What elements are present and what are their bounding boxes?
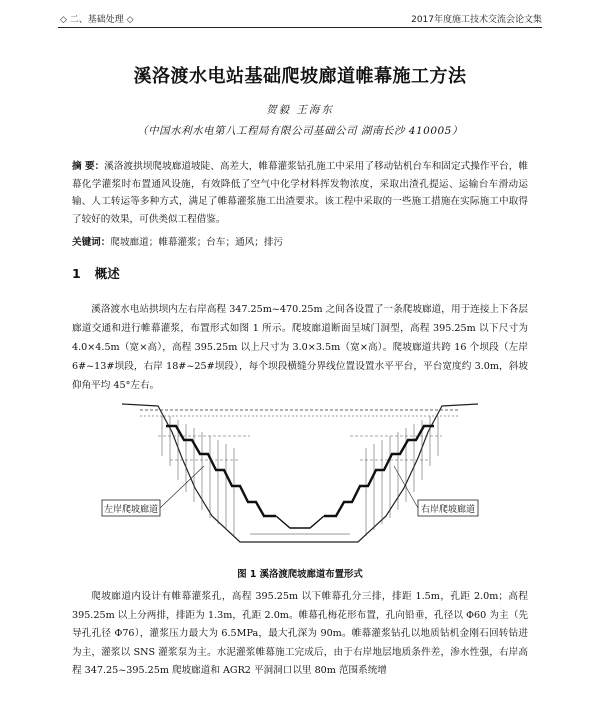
- paper-affiliation: （中国水利水电第八工程局有限公司基础公司 湖南长沙 410005）: [137, 125, 463, 137]
- keywords: [72, 234, 528, 251]
- body-paragraph-1: 溪洛渡水电站拱坝内左右岸高程 347.25m~470.25m 之间各设置了一条爬坡廊道，用于连接上下各层廊道交通和进行帷幕灌浆，布置形式如图 1 所示。爬坡廊道断面呈城门洞型，高程 395.25m 以下尺寸为 4.0×4.5m（宽×高），高程 395.25m 以上尺寸为 3.0×3.5m（宽×高）。爬坡廊道共跨 16 个坝段（左岸 6#~13#坝段，右岸 18#~25#坝段），每个坝段横缝分界线位置设置水平平台，平台宽度约 3.0m，斜坡仰角平均 45°左右。: [72, 304, 528, 391]
- body-paragraph-2: 爬坡廊道内设计有帷幕灌浆孔，高程 395.25m 以下帷幕孔分三排，排距 1.5m，孔距 2.0m；高程 395.25m 以上分两排，排距为 1.3m，孔距 2.0m。帷幕孔梅花形布置，孔向铅垂，孔径以 Φ60 为主（先导孔孔径 Φ76），灌浆压力最大为 6.5MPa，最大孔深为 90m。帷幕灌浆钻孔以地质钻机金刚石回转钻进为主，灌浆以 SNS 灌浆泵为主。水泥灌浆帷幕施工完成后，由于右岸地层地质条件差，渗水性强，右岸高程 347.25~395.25m 爬坡廊道和 AGR2 平洞洞口以里 80m 范围系统增: [72, 591, 528, 676]
- figure-caption: 图 1 溪洛渡爬坡廊道布置形式: [237, 569, 363, 580]
- running-header: [60, 10, 542, 26]
- abstract-label: 摘 要：: [72, 161, 105, 172]
- header-rule: [58, 27, 542, 28]
- left-gallery-line: [166, 426, 276, 516]
- keywords-label: 关键词：: [72, 237, 111, 248]
- paper-authors: 贺毅 王海东: [266, 104, 334, 116]
- keywords-text: 爬坡廊道；帷幕灌浆；台车；通风；排污: [110, 237, 284, 248]
- right-gallery-label: 右岸爬坡廊道: [420, 505, 476, 515]
- right-gallery-line: [324, 426, 434, 516]
- abstract: [72, 158, 528, 228]
- left-gallery-label: 左岸爬坡廊道: [103, 505, 159, 515]
- grout-hole-lines: [162, 416, 438, 536]
- section-number: 1: [72, 266, 81, 281]
- figure-gallery-layout: [100, 396, 500, 551]
- paper-title: 溪洛渡水电站基础爬坡廊道帷幕施工方法: [133, 66, 467, 87]
- section-heading: [72, 264, 120, 282]
- abstract-text: 溪洛渡拱坝爬坡廊道坡陡、高差大，帷幕灌浆钻孔施工中采用了移动钻机台车和固定式操作平台，帷幕化学灌浆时布置通风设施，有效降低了空气中化学材料挥发物浓度，采取出渣孔提运、运输台车滑动运输、人工转运等多种方式，满足了帷幕灌浆施工出渣要求。该工程中采取的一些施工措施在实际施工中取得了较好的效果，可供类似工程借鉴。: [72, 161, 529, 225]
- header-section-label: ◇ 二、基础处理 ◇: [60, 15, 134, 25]
- dam-foundation-profile: [122, 404, 478, 542]
- header-journal-title: 2017年度施工技术交流会论文集: [411, 15, 542, 25]
- section-title: 概述: [94, 266, 120, 281]
